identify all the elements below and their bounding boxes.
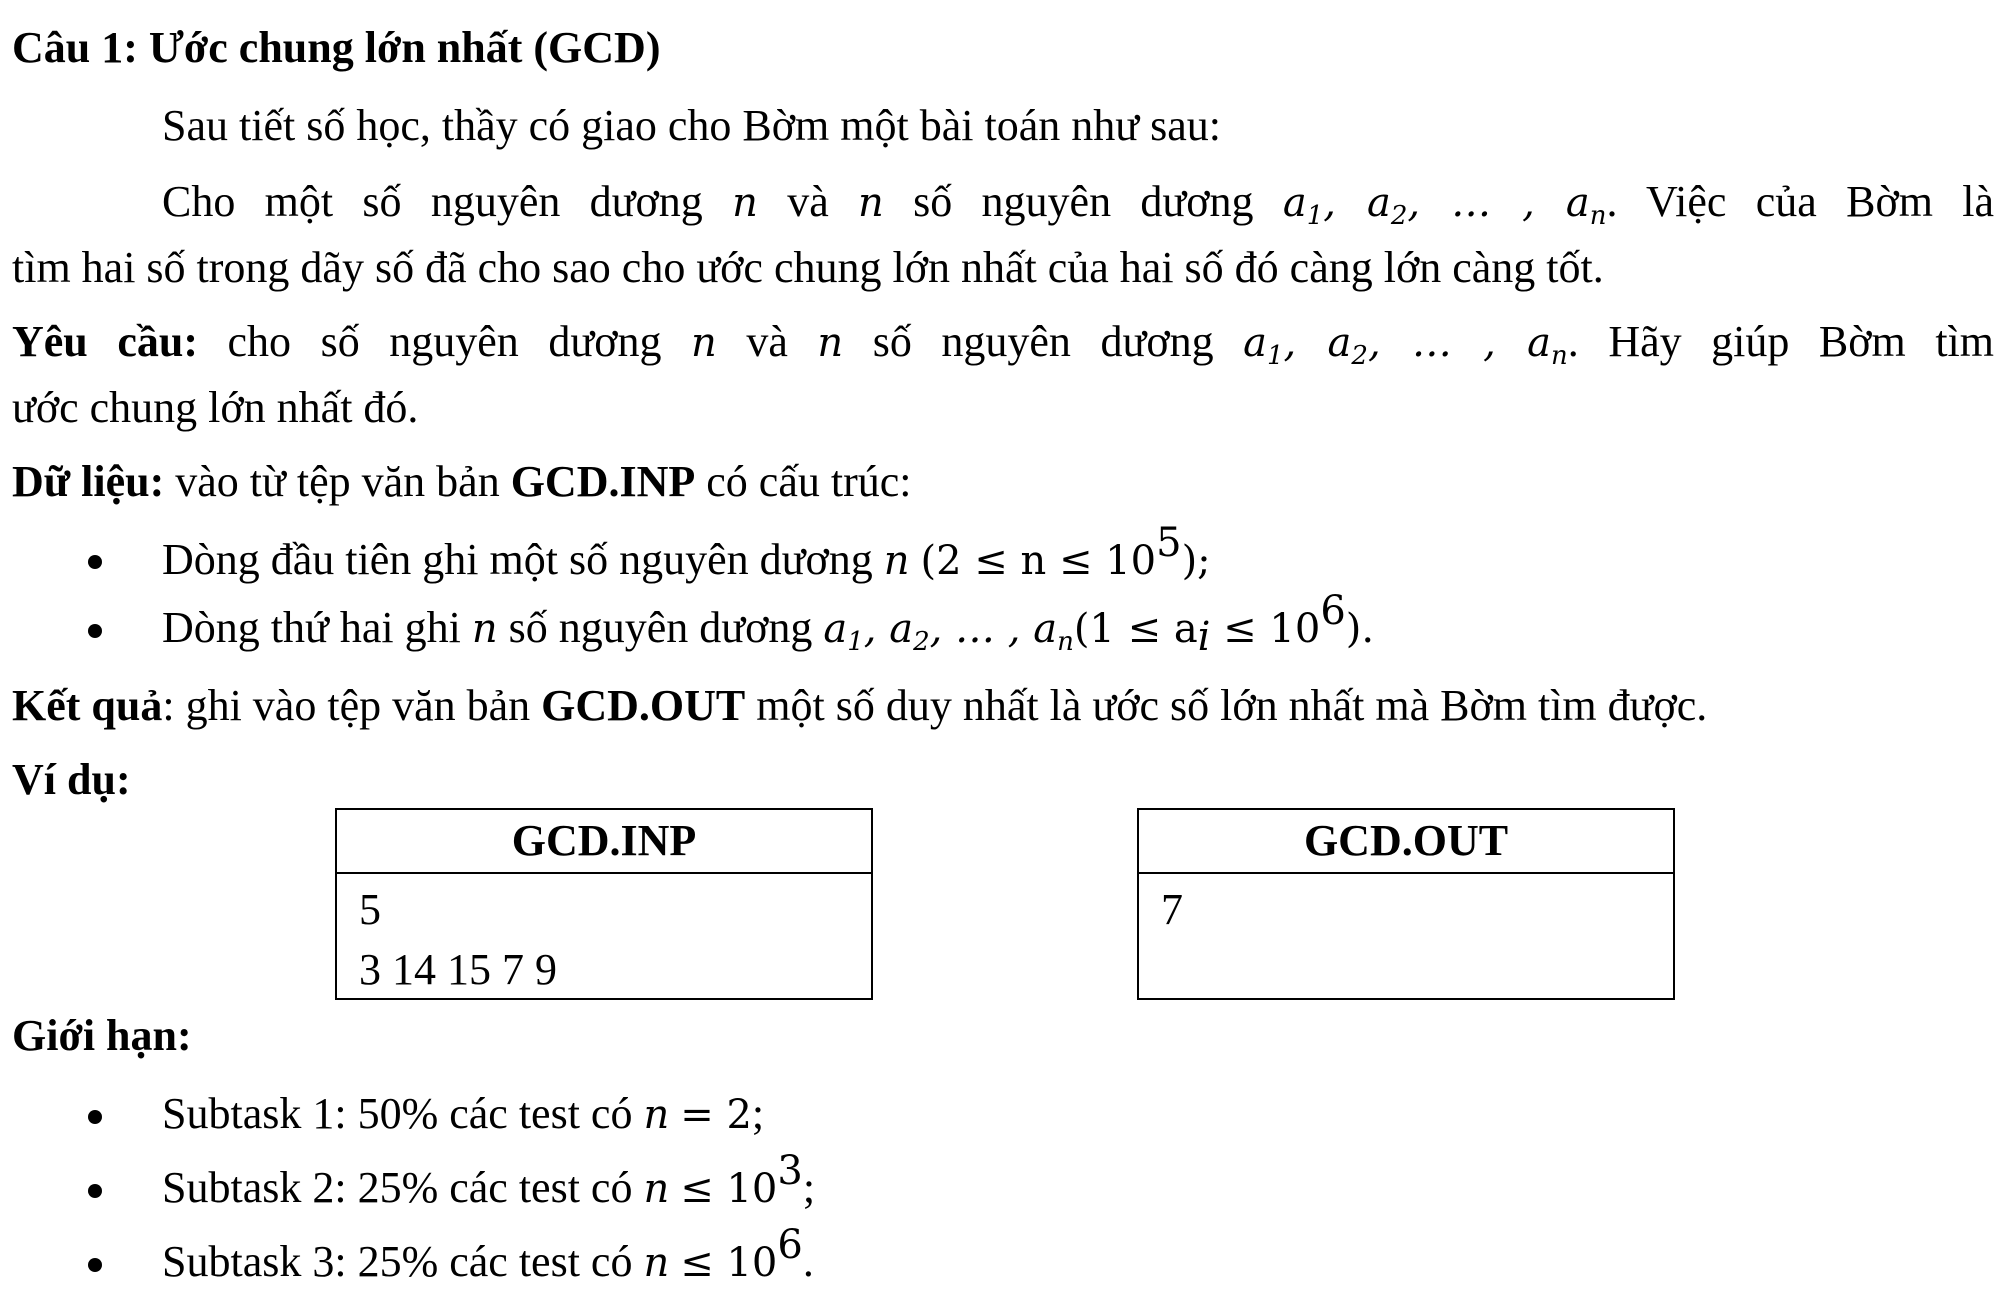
input-bullet-1: Dòng đầu tiên ghi một số nguyên dương n $(2 \le n \le 10^5)$; bbox=[162, 520, 1211, 584]
requirement-line-1: Yêu cầu: cho số nguyên dương n và n số nguyên dương $a_1$, $a_2$, … , $a_n$. Hãy giúp Bờm tìm bbox=[12, 317, 1994, 371]
subtask-2: Subtask 2: 25% các test có $n \le 10^3$; bbox=[162, 1148, 816, 1212]
problem-line-2: tìm hai số trong dãy số đã cho sao cho ước chung lớn nhất của hai số đó càng lớn càng tốt. bbox=[12, 243, 1604, 292]
bullet-icon bbox=[88, 555, 102, 569]
limits-label: Giới hạn: bbox=[12, 1011, 192, 1060]
seq-a1-an: $a_1$, $a_2$, … , $a_n$ bbox=[1282, 180, 1607, 231]
input-description: Dữ liệu: vào từ tệp văn bản GCD.INP có cấu trúc: bbox=[12, 457, 912, 506]
example-label: Ví dụ: bbox=[12, 755, 131, 804]
intro-text: Sau tiết số học, thầy có giao cho Bờm một bài toán như sau: bbox=[162, 101, 1221, 150]
subtask-1: Subtask 1: 50% các test có n = 2; bbox=[162, 1089, 765, 1138]
example-output-line: 7 bbox=[1161, 885, 1183, 934]
example-output-header: GCD.OUT bbox=[1139, 810, 1673, 874]
example-input-header: GCD.INP bbox=[337, 810, 871, 874]
bullet-icon bbox=[88, 1258, 102, 1272]
bullet-icon bbox=[88, 1110, 102, 1124]
bullet-icon bbox=[88, 1184, 102, 1198]
input-bullet-2: Dòng thứ hai ghi n số nguyên dương $a_1$, $a_2$, … , $a_n(1 \le a_i \le 10^6)$. bbox=[162, 588, 1375, 660]
bullet-icon bbox=[88, 624, 102, 638]
problem-title: Câu 1: Ước chung lớn nhất (GCD) bbox=[12, 23, 661, 72]
requirement-line-2: ước chung lớn nhất đó. bbox=[12, 383, 419, 432]
example-input-box bbox=[335, 808, 873, 1000]
output-description: Kết quả: ghi vào tệp văn bản GCD.OUT một số duy nhất là ước số lớn nhất mà Bờm tìm được. bbox=[12, 681, 1708, 730]
subtask-3: Subtask 3: 25% các test có $n \le 10^6$. bbox=[162, 1222, 814, 1286]
example-input-line: 3 14 15 7 9 bbox=[359, 945, 557, 994]
example-input-line: 5 bbox=[359, 885, 381, 934]
problem-line-1: Cho một số nguyên dương n và n số nguyên dương $a_1$, $a_2$, … , $a_n$. Việc của Bờm là bbox=[162, 177, 1995, 231]
example-output-box bbox=[1137, 808, 1675, 1000]
